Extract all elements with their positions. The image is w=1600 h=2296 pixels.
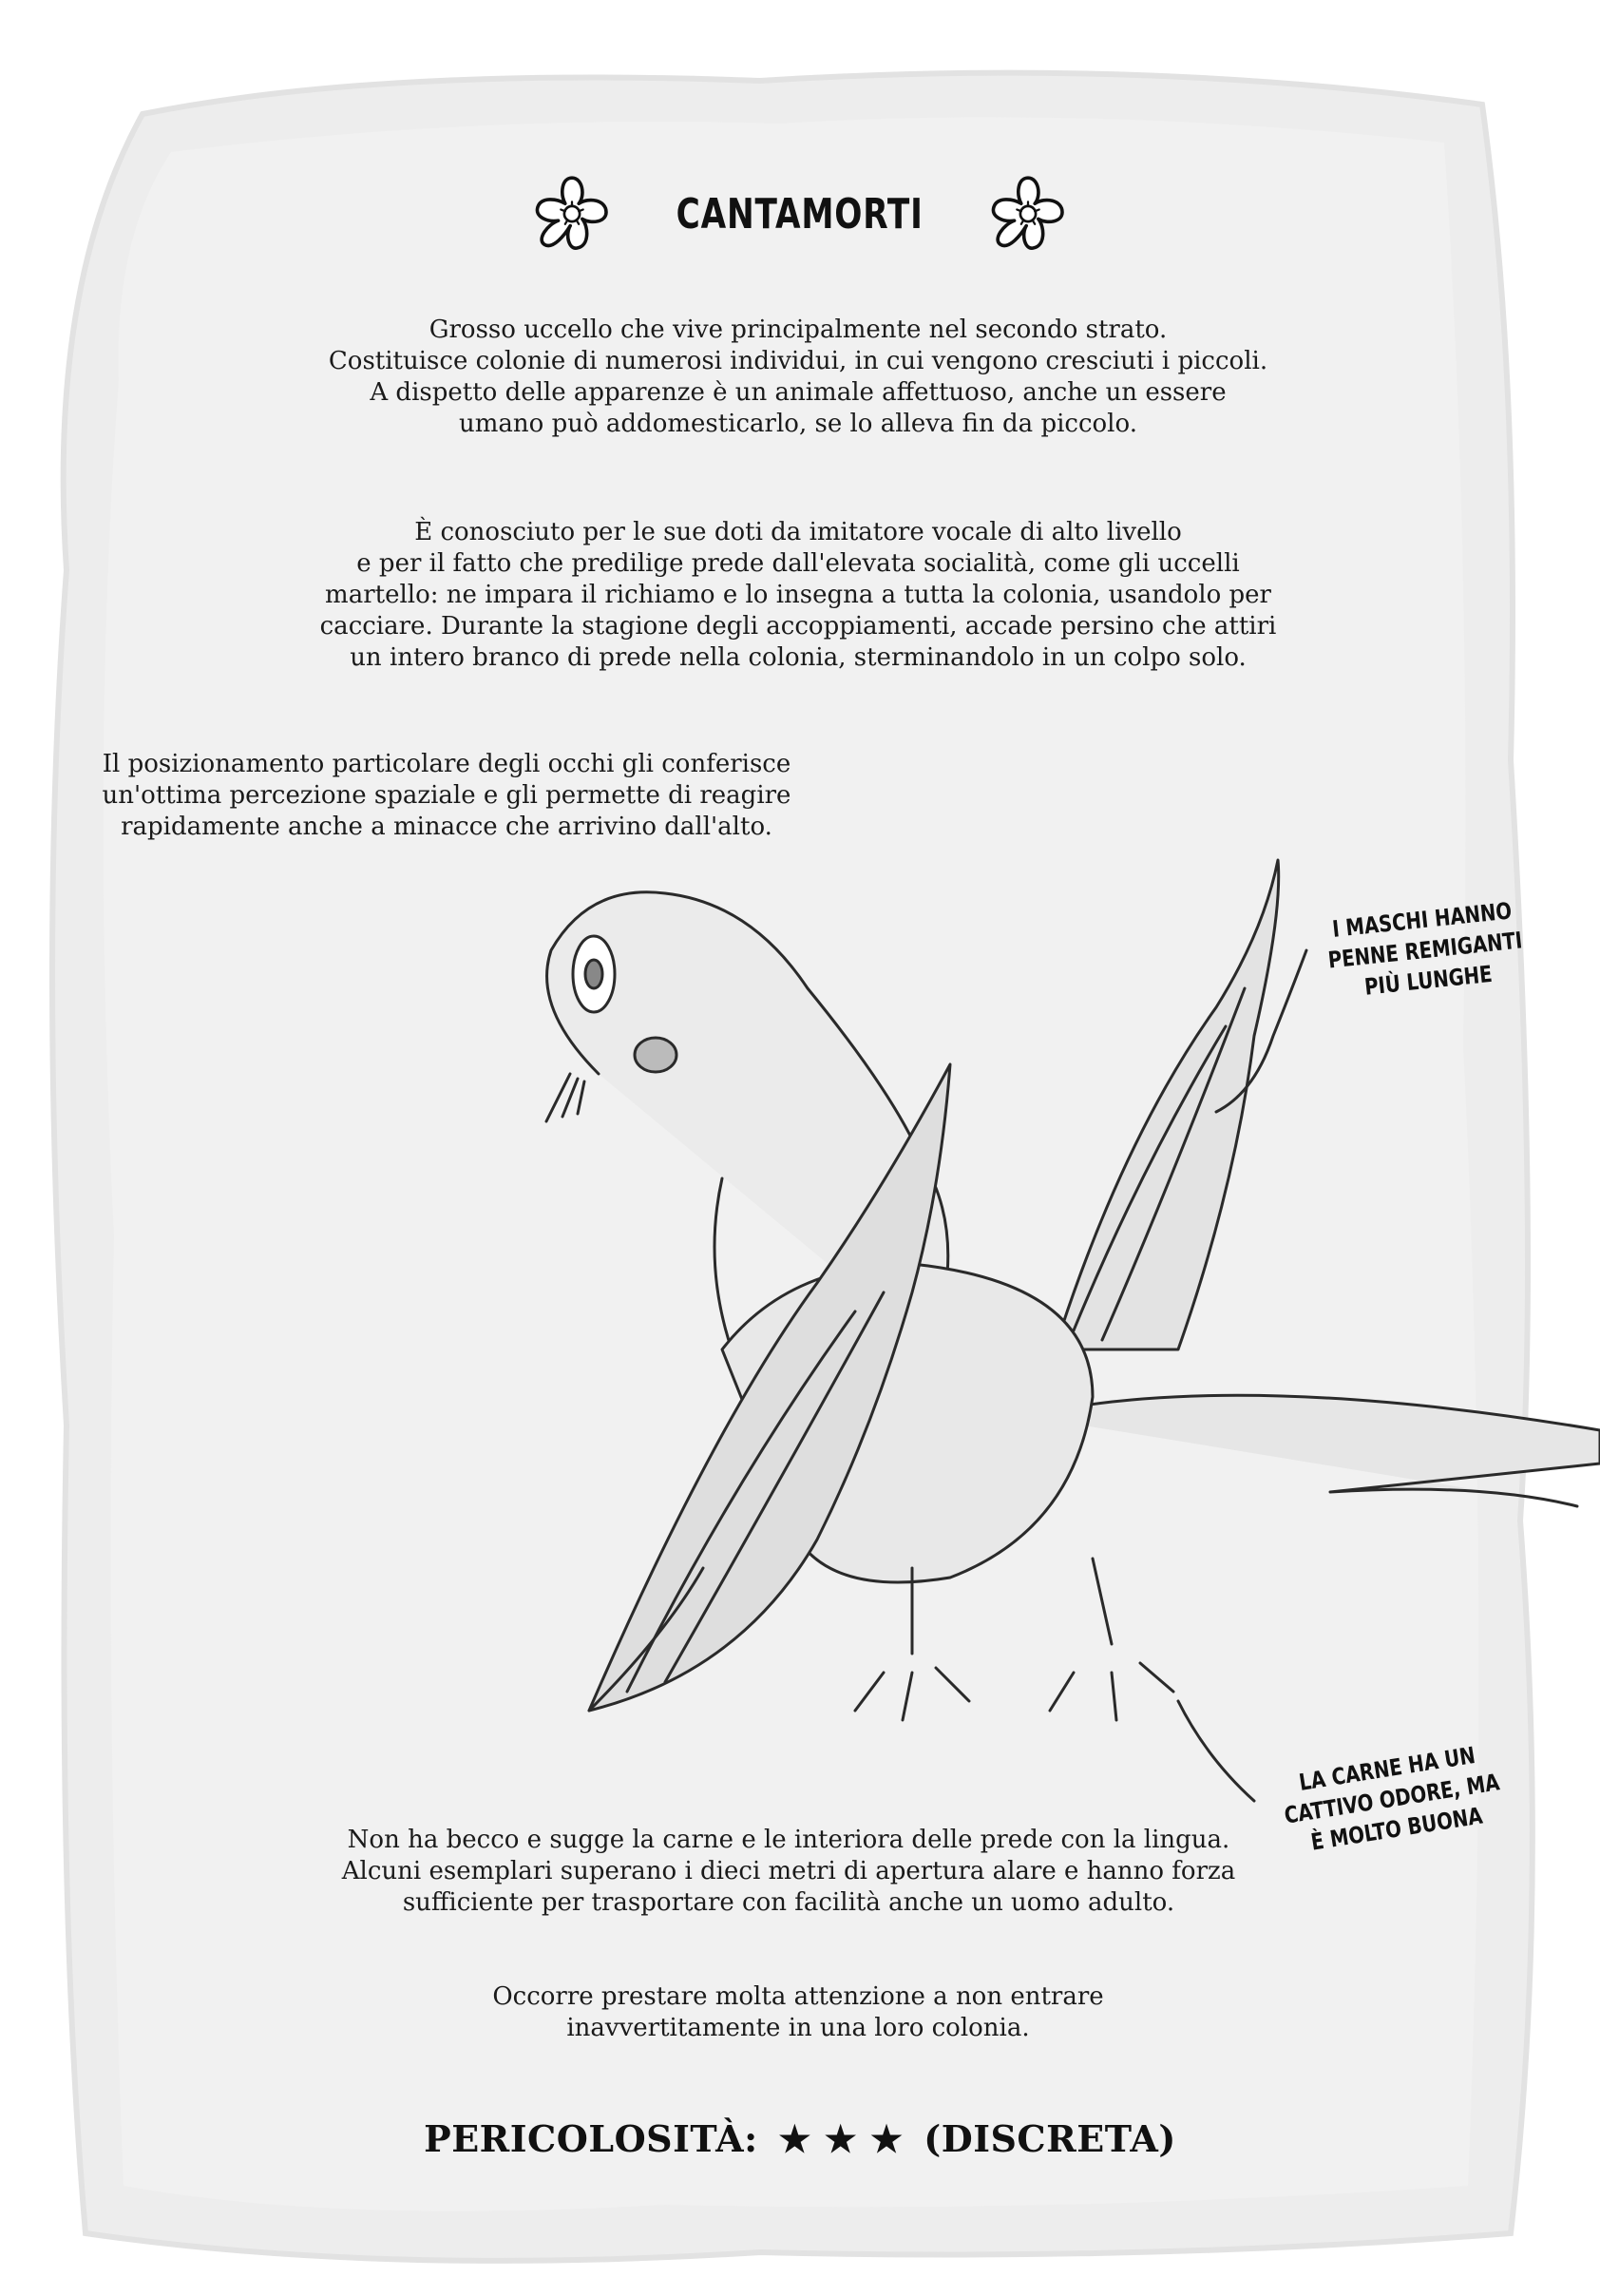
page-title: CANTAMORTI	[676, 189, 924, 239]
annotation-meat: LA CARNE HA UN CATTIVO ODORE, MA È MOLTO BUONA	[1282, 1741, 1502, 1856]
danger-rating	[0, 2117, 1600, 2160]
danger-stars: ★ ★ ★	[778, 2117, 904, 2160]
description-paragraph-1: Grosso uccello che vive principalmente nel secondo strato. Costituisce colonie di numerosi individui, in cui vengono cresciuti i piccoli. A dispetto delle apparenze è un animale affettuoso, anche un essere umano può addomesticarlo, se lo alleva fin da piccolo.	[328, 316, 1268, 438]
danger-level: (DISCRETA)	[924, 2117, 1176, 2160]
annotation-wings: I MASCHI HANNO PENNE REMIGANTI PIÙ LUNGHE	[1326, 897, 1524, 1001]
description-paragraph-5: Occorre prestare molta attenzione a non entrare inavvertitamente in una loro colonia.	[492, 1982, 1104, 2042]
danger-label: PERICOLOSITÀ:	[424, 2117, 758, 2160]
description-paragraph-4: Non ha becco e sugge la carne e le interiora delle prede con la lingua. Alcuni esemplari superano i dieci metri di apertura alare e hanno forza sufficiente per trasportare con facilità anche un uomo adulto.	[341, 1826, 1236, 1917]
description-paragraph-2: È conosciuto per le sue doti da imitatore vocale di alto livello e per il fatto che predilige prede dall'elevata socialità, come gli uccelli martello: ne impara il richiamo e lo insegna a tutta la colonia, usandolo per cacciare. Durante la stagione degli accoppiamenti, accade persino che attiri un intero branco di prede nella colonia, sterminandolo in un colpo solo.	[319, 518, 1277, 672]
description-paragraph-3: Il posizionamento particolare degli occhi gli conferisce un'ottima percezione spaziale e gli permette di reagire rapidamente anche a minacce che arrivino dall'alto.	[102, 750, 791, 841]
